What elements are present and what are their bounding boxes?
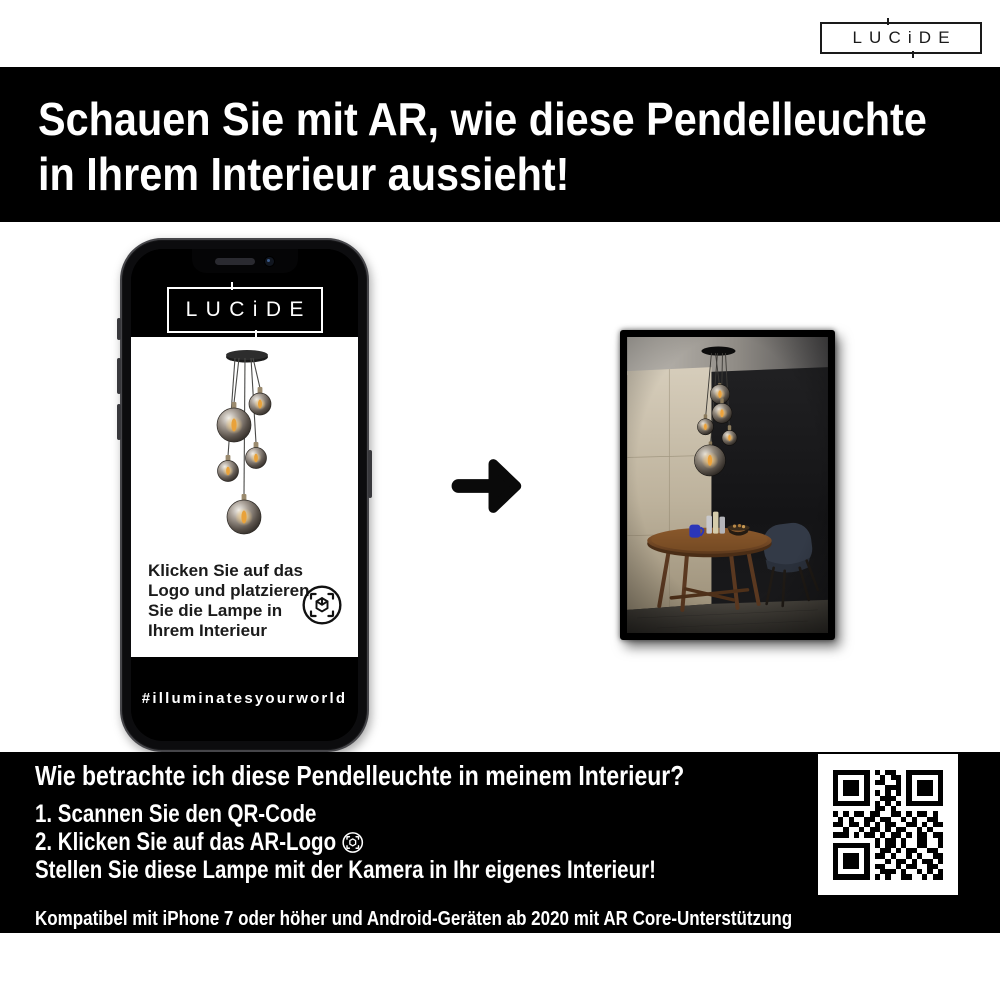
phone-mockup xyxy=(120,238,369,752)
qr-code[interactable] xyxy=(818,754,958,895)
phone-screen xyxy=(131,249,358,741)
step-click-ar xyxy=(35,828,656,856)
headline-banner xyxy=(0,67,1000,222)
hashtag-text: #illuminatesyourworld xyxy=(141,689,348,707)
logo-step-mark xyxy=(912,51,914,58)
lucide-logo xyxy=(820,22,982,54)
front-camera xyxy=(265,257,274,266)
qr-code-pattern xyxy=(833,770,943,880)
instructions-steps xyxy=(35,800,792,884)
lucide-logo-app[interactable] xyxy=(167,287,323,333)
logo-accent-mark xyxy=(231,282,233,290)
app-instruction-line: Ihrem Interieur xyxy=(148,621,268,640)
arrow-right-icon xyxy=(450,448,526,529)
instructions-heading: Wie betrachte ich diese Pendelleuchte in meinem Interieur? xyxy=(35,760,685,791)
ar-view-button[interactable] xyxy=(300,583,344,632)
app-instruction-line: Logo und platzieren xyxy=(148,581,310,600)
product-view xyxy=(131,337,358,657)
logo-accent-mark xyxy=(887,18,889,25)
step-place-lamp: Stellen Sie diese Lampe mit der Kamera in Ihr eigenes Interieur! xyxy=(35,856,656,884)
headline-line-1: Schauen Sie mit AR, wie diese Pendelleuchte xyxy=(38,93,927,145)
step-click-ar-label: 2. Klicken Sie auf das AR-Logo xyxy=(35,828,337,856)
room-photo xyxy=(620,330,835,640)
pendant-lamp-graphic xyxy=(135,341,355,553)
phone-power-button xyxy=(368,450,372,498)
phone-volume-down-button xyxy=(117,404,121,440)
speaker-grille xyxy=(215,258,255,265)
phone-volume-up-button xyxy=(117,358,121,394)
app-footer xyxy=(131,657,358,739)
ar-logo-icon xyxy=(341,831,364,854)
phone-mute-switch xyxy=(117,318,121,340)
step-scan-qr: 1. Scannen Sie den QR-Code xyxy=(35,800,317,828)
room-photo-render xyxy=(627,337,828,633)
app-instruction-line: Klicken Sie auf das xyxy=(148,561,303,580)
compatibility-note: Kompatibel mit iPhone 7 oder höher und Android-Geräten ab 2020 mit AR Core-Unterstützung xyxy=(35,908,793,930)
lucide-logo-app-text: LUCiDE xyxy=(185,298,312,321)
app-instruction-line: Sie die Lampe in xyxy=(148,601,283,620)
lucide-logo-text: LUCiDE xyxy=(852,28,957,47)
phone-notch xyxy=(192,249,298,273)
app-instruction-text xyxy=(148,561,310,641)
headline-line-2: in Ihrem Interieur aussieht! xyxy=(38,148,570,200)
